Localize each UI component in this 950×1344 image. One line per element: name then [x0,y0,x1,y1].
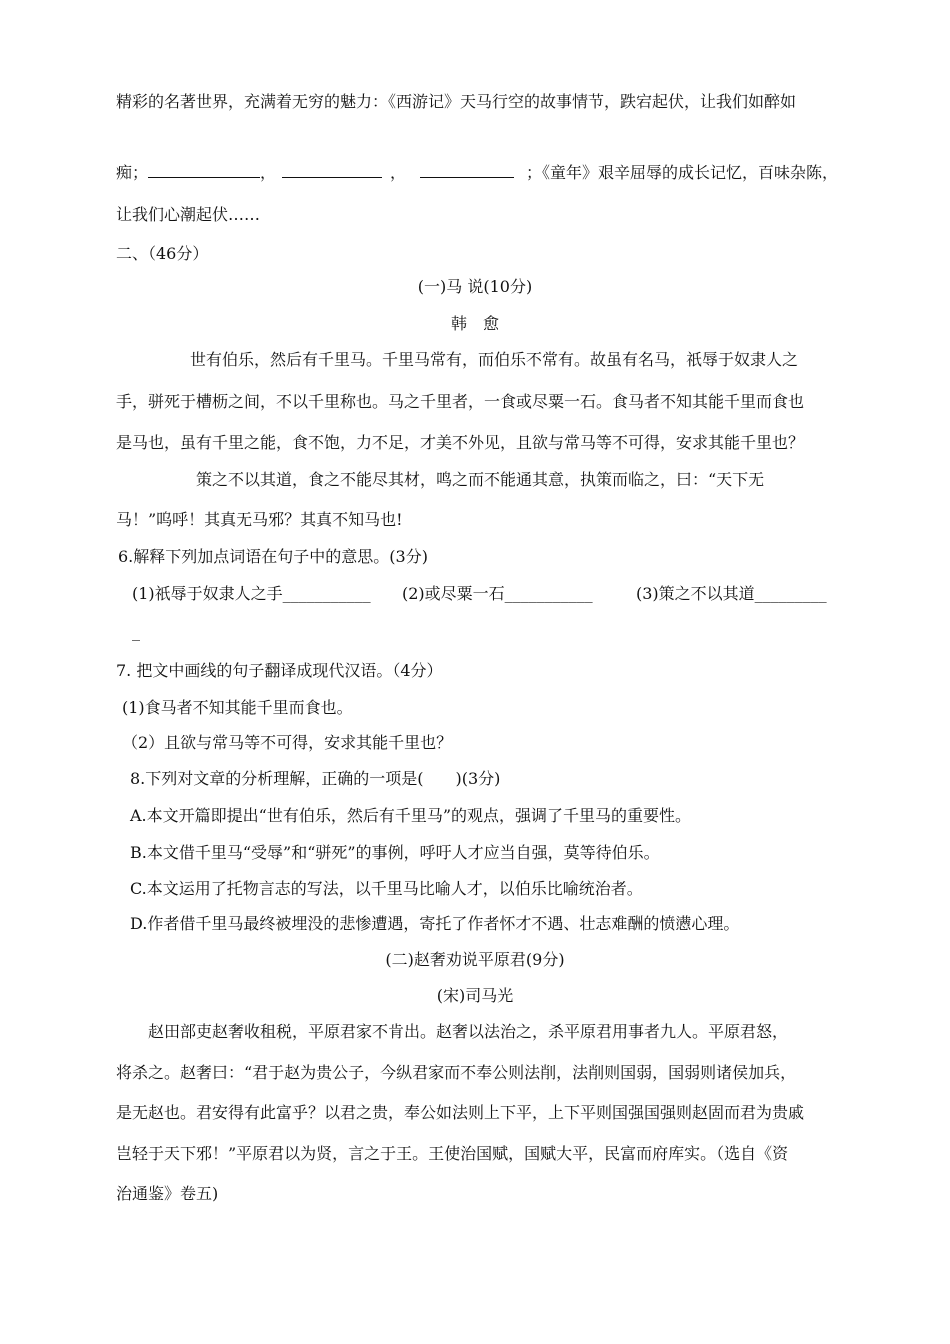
q6-overflow-line: _ [132,622,140,641]
passage1-line: 策之不以其道，食之不能尽其材，鸣之而不能通其意，执策而临之，曰：“天下无 [196,470,765,489]
q6-item: (1)祇辱于奴隶人之手___________ [132,584,371,603]
passage1-line: 世有伯乐，然后有千里马。千里马常有，而伯乐不常有。故虽有名马，祇辱于奴隶人之 [190,350,799,369]
q6-item: (3)策之不以其道_________ [636,584,827,603]
intro-line-2 [116,163,838,183]
intro-sep-1: ， [260,163,277,182]
passage2-line: 是无赵也。君安得有此富乎？以君之贵，奉公如法则上下平，上下平则国强国强则赵固而君为贵戚 [116,1103,805,1122]
q8-option-b: B.本文借千里马“受辱”和“骈死”的事例，呼吁人才应当自强，莫等待伯乐。 [130,843,660,862]
q6-stem: 6.解释下列加点词语在句子中的意思。(3分) [118,547,428,566]
answer-blank-2[interactable] [282,163,382,178]
passage1-author: 韩 愈 [450,314,499,333]
q8-option-d: D.作者借千里马最终被埋没的悲惨遭遇，寄托了作者怀才不遇、壮志难酬的愤懑心理。 [130,914,740,933]
q8-option-c: C.本文运用了托物言志的写法，以千里马比喻人才，以伯乐比喻统治者。 [130,879,643,898]
passage2-line: 岂轻于天下邪！”平原君以为贤，言之于王。王使治国赋，国赋大平，民富而府库实。（选自《资 [116,1144,789,1163]
passage2-line: 治通鉴》卷五) [116,1184,219,1203]
intro-line-3: 让我们心潮起伏…… [116,205,261,224]
passage1-line: 手，骈死于槽枥之间，不以千里称也。马之千里者，一食或尽粟一石。食马者不知其能千里而食也 [116,392,805,411]
intro-line-1: 精彩的名著世界，充满着无穷的魅力：《西游记》天马行空的故事情节，跌宕起伏，让我们如醉如 [116,92,797,111]
answer-blank-3[interactable] [420,163,514,178]
passage2-line: 将杀之。赵奢曰：“君于赵为贵公子，今纵君家而不奉公则法削，法削则国弱，国弱则诸侯加兵， [116,1063,797,1082]
q8-option-a: A.本文开篇即提出“世有伯乐，然后有千里马”的观点，强调了千里马的重要性。 [130,806,692,825]
q7-item: (1)食马者不知其能千里而食也。 [122,698,353,717]
passage2-author: (宋)司马光 [436,986,514,1005]
answer-blank-1[interactable] [148,163,260,178]
passage1-line: 马！”呜呼！其真无马邪？其真不知马也! [116,510,403,529]
passage2-title: (二)赵奢劝说平原君(9分) [385,950,565,969]
q8-stem: 8.下列对文章的分析理解，正确的一项是( )(3分) [130,769,501,788]
passage2-line: 赵田部吏赵奢收租税，平原君家不肯出。赵奢以法治之，杀平原君用事者九人。平原君怒， [148,1022,789,1041]
section-heading: 二、（46分） [116,244,209,263]
intro-line-2-end: ；《童年》艰辛屈辱的成长记忆，百味杂陈， [526,163,839,182]
q7-stem: 7. 把文中画线的句子翻译成现代汉语。（4分） [116,661,443,680]
intro-line-2-start: 痴； [116,163,149,182]
q7-item: （2）且欲与常马等不可得，安求其能千里也？ [122,733,453,752]
passage1-line: 是马也，虽有千里之能，食不饱，力不足，才美不外见，且欲与常马等不可得，安求其能千里也？ [116,433,805,452]
q6-item: (2)或尽粟一石___________ [402,584,593,603]
passage1-title: (一)马 说(10分) [417,277,533,296]
intro-sep-2: ， [390,163,407,182]
